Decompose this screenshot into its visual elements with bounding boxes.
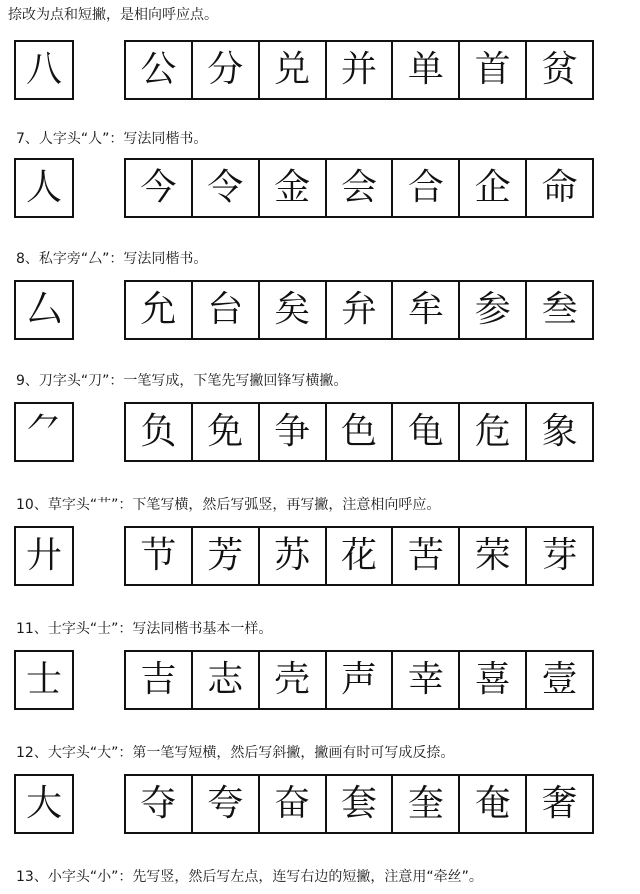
radical-box: 厶 (14, 280, 74, 340)
example-char: 企 (458, 160, 525, 216)
example-char: 免 (191, 404, 258, 460)
section-caption: 10、草字头“艹”：下笔写横，然后写弧竖，再写撇，注意相向呼应。 (16, 497, 441, 513)
section-caption: 7、人字头“人”：写法同楷书。 (16, 131, 208, 147)
example-char: 奢 (525, 776, 592, 832)
radical-box: 人 (14, 158, 74, 218)
intro-text-line: 捺改为点和短撇，是相向呼应点。 (8, 7, 218, 23)
example-char: 喜 (458, 652, 525, 708)
example-char: 奄 (458, 776, 525, 832)
example-char: 夸 (191, 776, 258, 832)
example-char-row (124, 402, 594, 462)
example-char: 会 (325, 160, 392, 216)
example-char: 兑 (258, 42, 325, 98)
example-char-row (124, 774, 594, 834)
example-char-row (124, 526, 594, 586)
example-char: 奎 (391, 776, 458, 832)
example-char: 幸 (391, 652, 458, 708)
example-char-row (124, 650, 594, 710)
section-caption: 11、士字头“士”：写法同楷书基本一样。 (16, 621, 273, 637)
example-char: 金 (258, 160, 325, 216)
radical-box: 大 (14, 774, 74, 834)
example-char: 壳 (258, 652, 325, 708)
example-char-row (124, 280, 594, 340)
example-char: 叁 (525, 282, 592, 338)
example-char: 节 (140, 535, 177, 576)
radical-box: 八 (14, 40, 74, 100)
example-char: 吉 (140, 659, 177, 700)
section-caption: 9、刀字头“刀”：一笔写成，下笔先写撇回锋写横撇。 (16, 373, 348, 389)
example-char: 负 (140, 411, 177, 452)
example-char: 危 (458, 404, 525, 460)
example-char: 并 (325, 42, 392, 98)
example-char: 志 (191, 652, 258, 708)
example-char: 合 (391, 160, 458, 216)
example-char: 贫 (525, 42, 592, 98)
example-char: 色 (325, 404, 392, 460)
example-char: 花 (325, 528, 392, 584)
example-char: 今 (140, 167, 177, 208)
section-caption: 12、大字头“大”：第一笔写短横，然后写斜撇，撇画有时可写成反捺。 (16, 745, 455, 761)
example-char: 牟 (391, 282, 458, 338)
example-char-row (124, 158, 594, 218)
example-char: 荣 (458, 528, 525, 584)
example-char: 台 (191, 282, 258, 338)
example-char: 命 (525, 160, 592, 216)
example-char-row (124, 40, 594, 100)
example-char: 象 (525, 404, 592, 460)
example-char: 争 (258, 404, 325, 460)
section-caption: 13、小字头“小”：先写竖，然后写左点，连写右边的短撇，注意用“牵丝”。 (16, 869, 483, 885)
example-char: 龟 (391, 404, 458, 460)
section-caption: 8、私字旁“厶”：写法同楷书。 (16, 251, 208, 267)
radical-box: 廾 (14, 526, 74, 586)
example-char: 令 (191, 160, 258, 216)
example-char: 套 (325, 776, 392, 832)
example-char: 芽 (525, 528, 592, 584)
example-char: 夺 (140, 783, 177, 824)
example-char: 声 (325, 652, 392, 708)
example-char: 弁 (325, 282, 392, 338)
example-char: 矣 (258, 282, 325, 338)
example-char: 首 (458, 42, 525, 98)
example-char: 苦 (391, 528, 458, 584)
example-char: 参 (458, 282, 525, 338)
example-char: 芳 (191, 528, 258, 584)
example-char: 分 (191, 42, 258, 98)
example-char: 壹 (525, 652, 592, 708)
radical-box: 士 (14, 650, 74, 710)
example-char: 允 (140, 289, 177, 330)
example-char: 公 (140, 49, 177, 90)
example-char: 奋 (258, 776, 325, 832)
example-char: 单 (391, 42, 458, 98)
example-char: 苏 (258, 528, 325, 584)
radical-box: ⺈ (14, 402, 74, 462)
